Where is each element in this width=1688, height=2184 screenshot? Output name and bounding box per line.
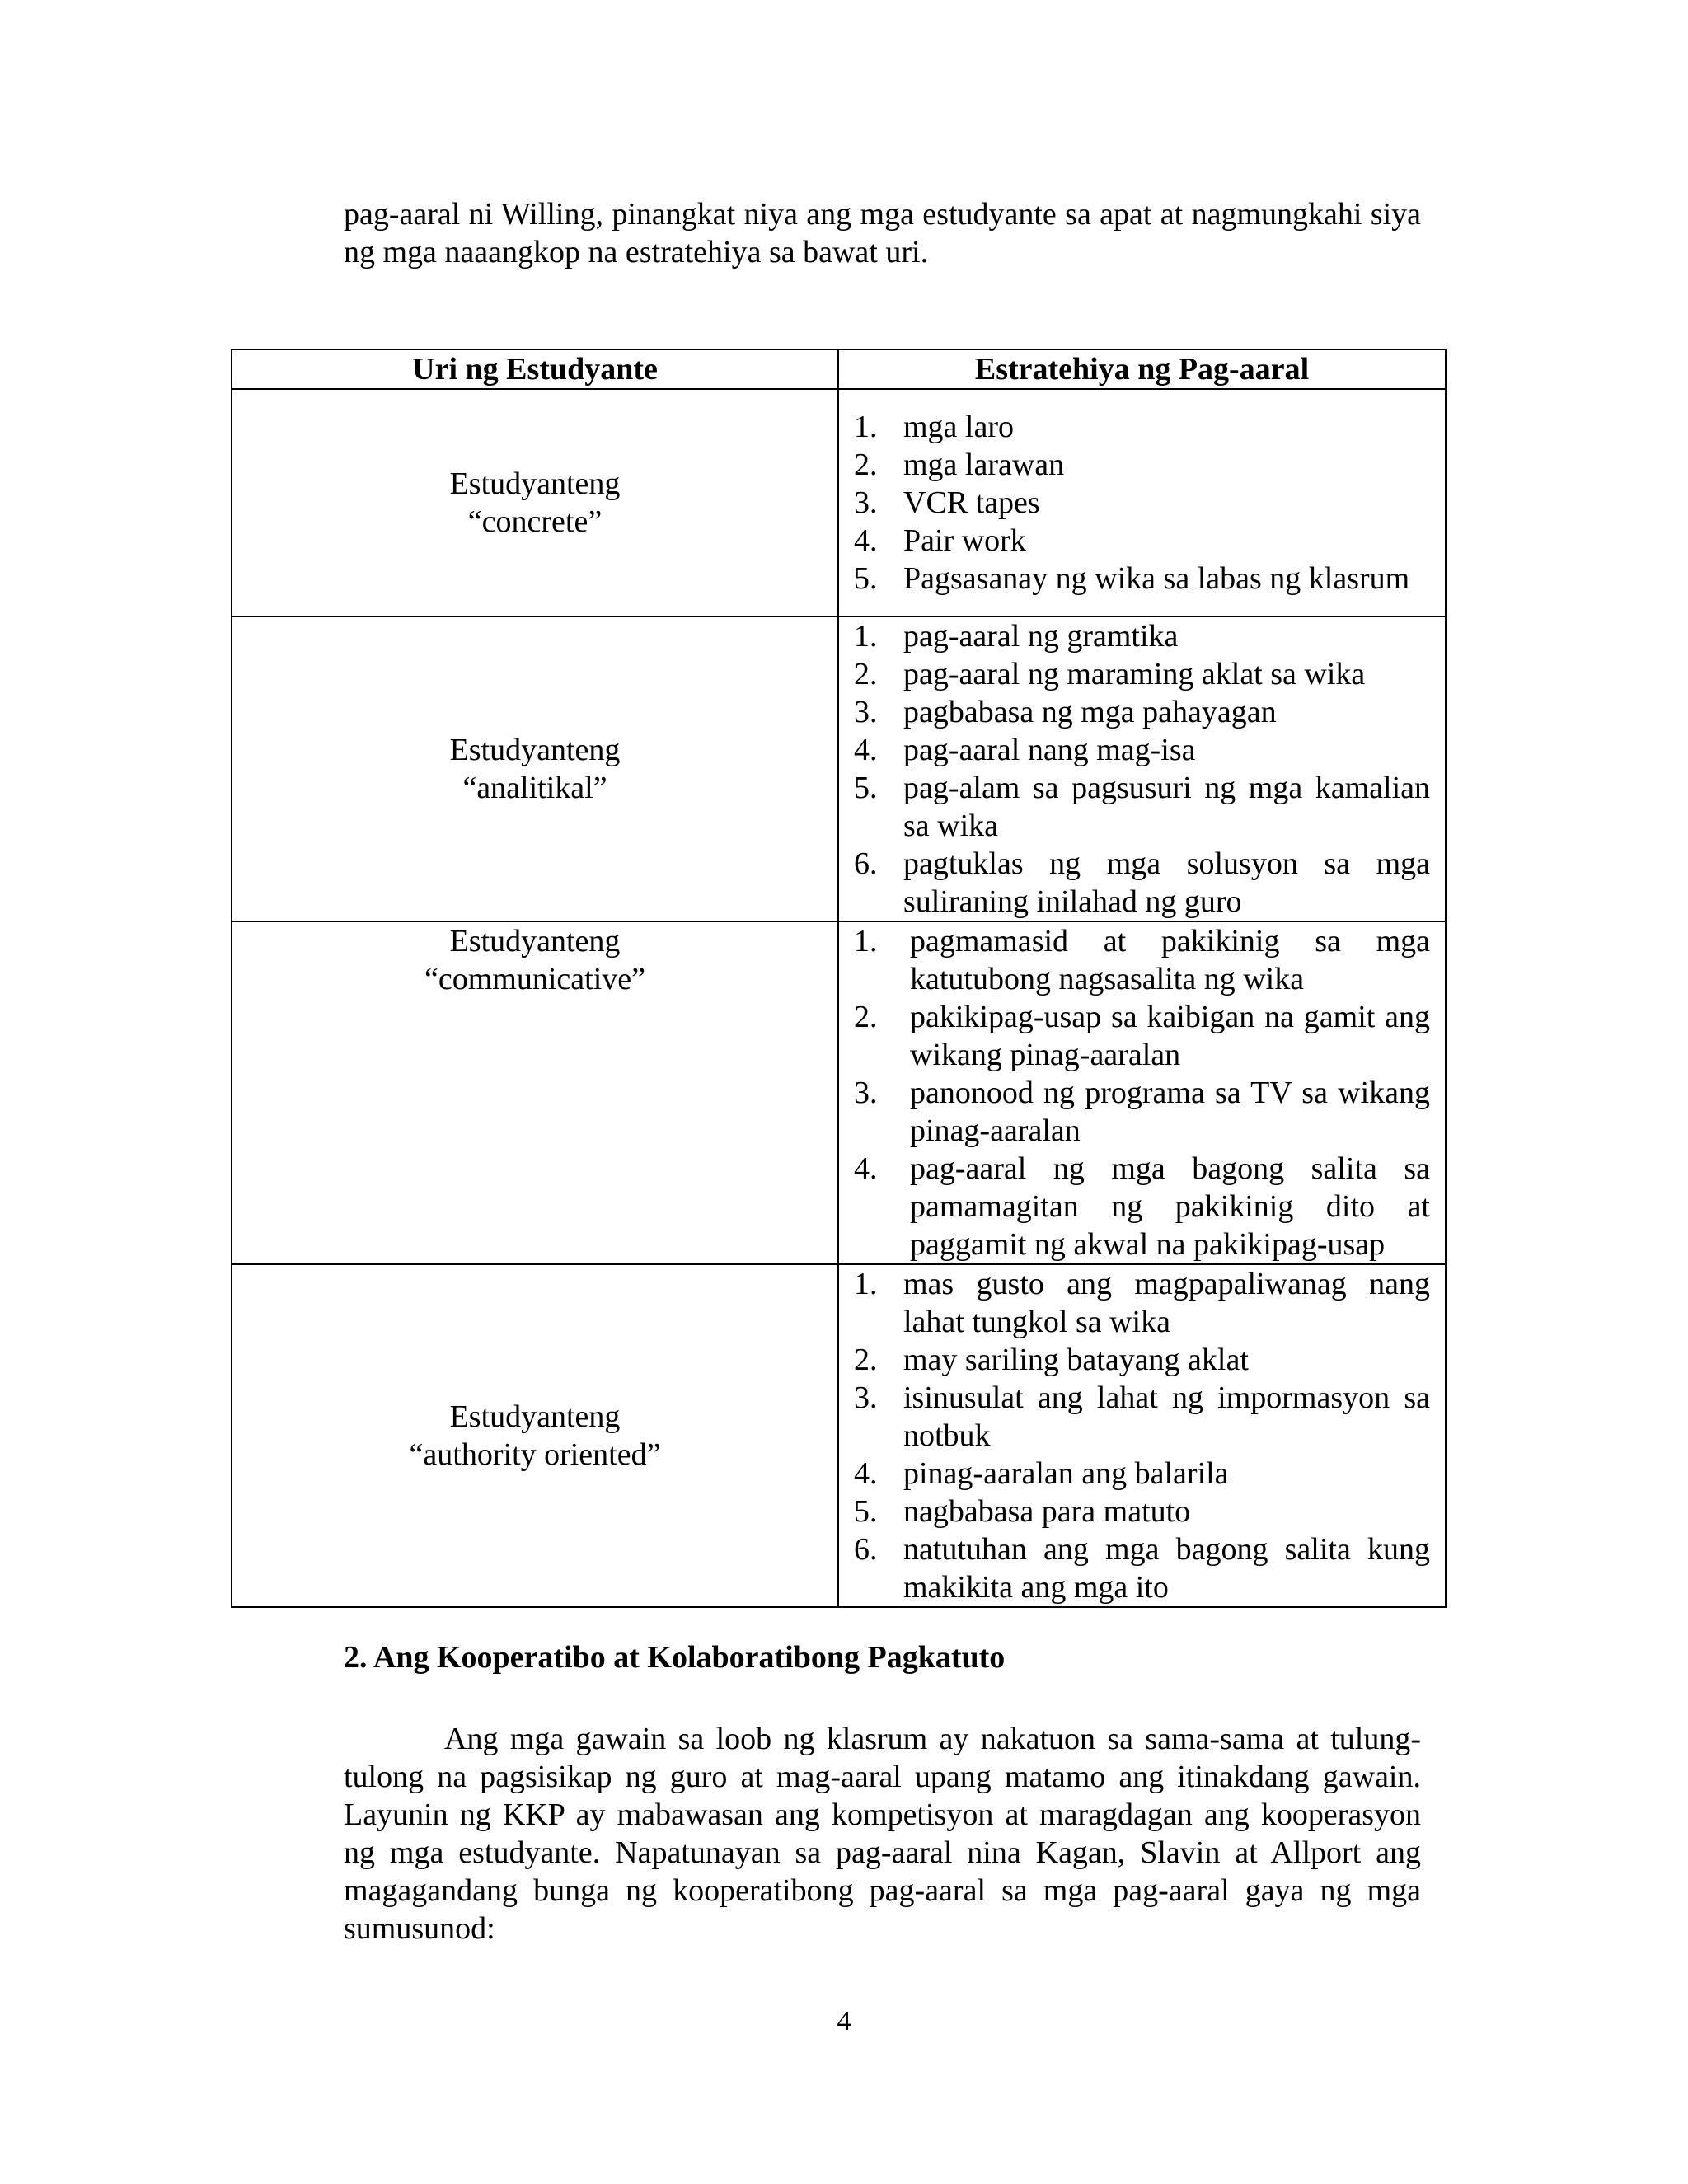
list-item: 3. isinusulat ang lahat ng impormasyon sa notbuk	[854, 1380, 1430, 1453]
student-type-label: Estudyanteng	[449, 924, 621, 958]
list-item: 1. pagmamasid at pakikinig sa mga katutubong nagsasalita ng wika	[854, 924, 1430, 996]
list-item: 3. VCR tapes	[854, 485, 1040, 520]
student-type-label: Estudyanteng	[449, 733, 621, 767]
table-row	[232, 1264, 1446, 1607]
list-item: 5. nagbabasa para matuto	[854, 1494, 1191, 1529]
learning-strategies-table	[231, 349, 1447, 1608]
table-header-row	[232, 349, 1446, 389]
strategy-cell	[838, 921, 1446, 1264]
student-type-name: “authority oriented”	[409, 1437, 661, 1472]
student-type-label: Estudyanteng	[449, 466, 621, 501]
intro-paragraph: pag-aaral ni Willing, pinangkat niya ang mga estudyante sa apat at nagmungkahi siya ng mga naaangkop na estratehiya sa bawat uri.	[344, 197, 1421, 269]
page-number: 4	[837, 2006, 851, 2036]
strategy-cell	[838, 389, 1446, 616]
column-header-student-type: Uri ng Estudyante	[232, 349, 838, 389]
list-item: 1. mga laro	[854, 410, 1015, 444]
list-item: 3. pagbabasa ng mga pahayagan	[854, 695, 1277, 729]
section-heading: 2. Ang Kooperatibo at Kolaboratibong Pagkatuto	[344, 1640, 1006, 1675]
student-type-cell	[232, 921, 838, 1264]
strategy-list	[839, 1265, 1445, 1606]
strategy-list	[839, 922, 1445, 1263]
list-item: 6. natutuhan ang mga bagong salita kung makikita ang mga ito	[854, 1532, 1430, 1605]
list-item: 4. Pair work	[854, 523, 1026, 558]
table-row	[232, 616, 1446, 921]
strategy-list	[839, 617, 1445, 921]
student-type-label: Estudyanteng	[449, 1399, 621, 1434]
list-item: 4. pag-aaral ng mga bagong salita sa pamamagitan ng pakikinig dito at paggamit ng akwal na pakikipag-usap	[854, 1151, 1430, 1262]
list-item: 5. Pagsasanay ng wika sa labas ng klasrum	[854, 561, 1410, 596]
list-item: 1. mas gusto ang magpapaliwanag nang lahat tungkol sa wika	[854, 1267, 1430, 1339]
list-item: 4. pag-aaral nang mag-isa	[854, 733, 1196, 767]
strategy-cell	[838, 616, 1446, 921]
list-item: 2. pakikipag-usap sa kaibigan na gamit ang wikang pinag-aaralan	[854, 1000, 1430, 1072]
student-type-name: “concrete”	[467, 504, 603, 539]
list-item: 1. pag-aaral ng gramtika	[854, 619, 1179, 654]
list-item: 6. pagtuklas ng mga solusyon sa mga suliraning inilahad ng guro	[854, 846, 1430, 919]
list-item: 2. may sariling batayang aklat	[854, 1343, 1249, 1377]
body-paragraph: Ang mga gawain sa loob ng klasrum ay nakatuon sa sama-sama at tulung-tulong na pagsisikap ng guro at mag-aaral upang matamo ang itinakdang gawain. Layunin ng KKP ay mabawasan ang kompetisyon at maragdagan ang kooperasyon ng mga estudyante. Napatunayan sa pag-aaral nina Kagan, Slavin at Allport ang magagandang bunga ng kooperatibong pag-aaral sa mga pag-aaral gaya ng mga sumusunod:	[344, 1722, 1421, 1946]
student-type-name: “analitikal”	[462, 771, 607, 805]
table-row	[232, 921, 1446, 1264]
student-type-cell	[232, 389, 838, 616]
list-item: 3. panonood ng programa sa TV sa wikang pinag-aaralan	[854, 1076, 1430, 1148]
student-type-cell	[232, 616, 838, 921]
student-type-cell	[232, 1264, 838, 1607]
list-item: 4. pinag-aaralan ang balarila	[854, 1456, 1229, 1491]
list-item: 5. pag-alam sa pagsusuri ng mga kamalian sa wika	[854, 771, 1430, 843]
student-type-name: “communicative”	[424, 962, 645, 996]
column-header-strategy: Estratehiya ng Pag-aaral	[838, 349, 1446, 389]
strategy-cell	[838, 1264, 1446, 1607]
strategy-list	[839, 408, 1445, 598]
table-row	[232, 389, 1446, 616]
list-item: 2. mga larawan	[854, 448, 1065, 482]
list-item: 2. pag-aaral ng maraming aklat sa wika	[854, 657, 1366, 691]
